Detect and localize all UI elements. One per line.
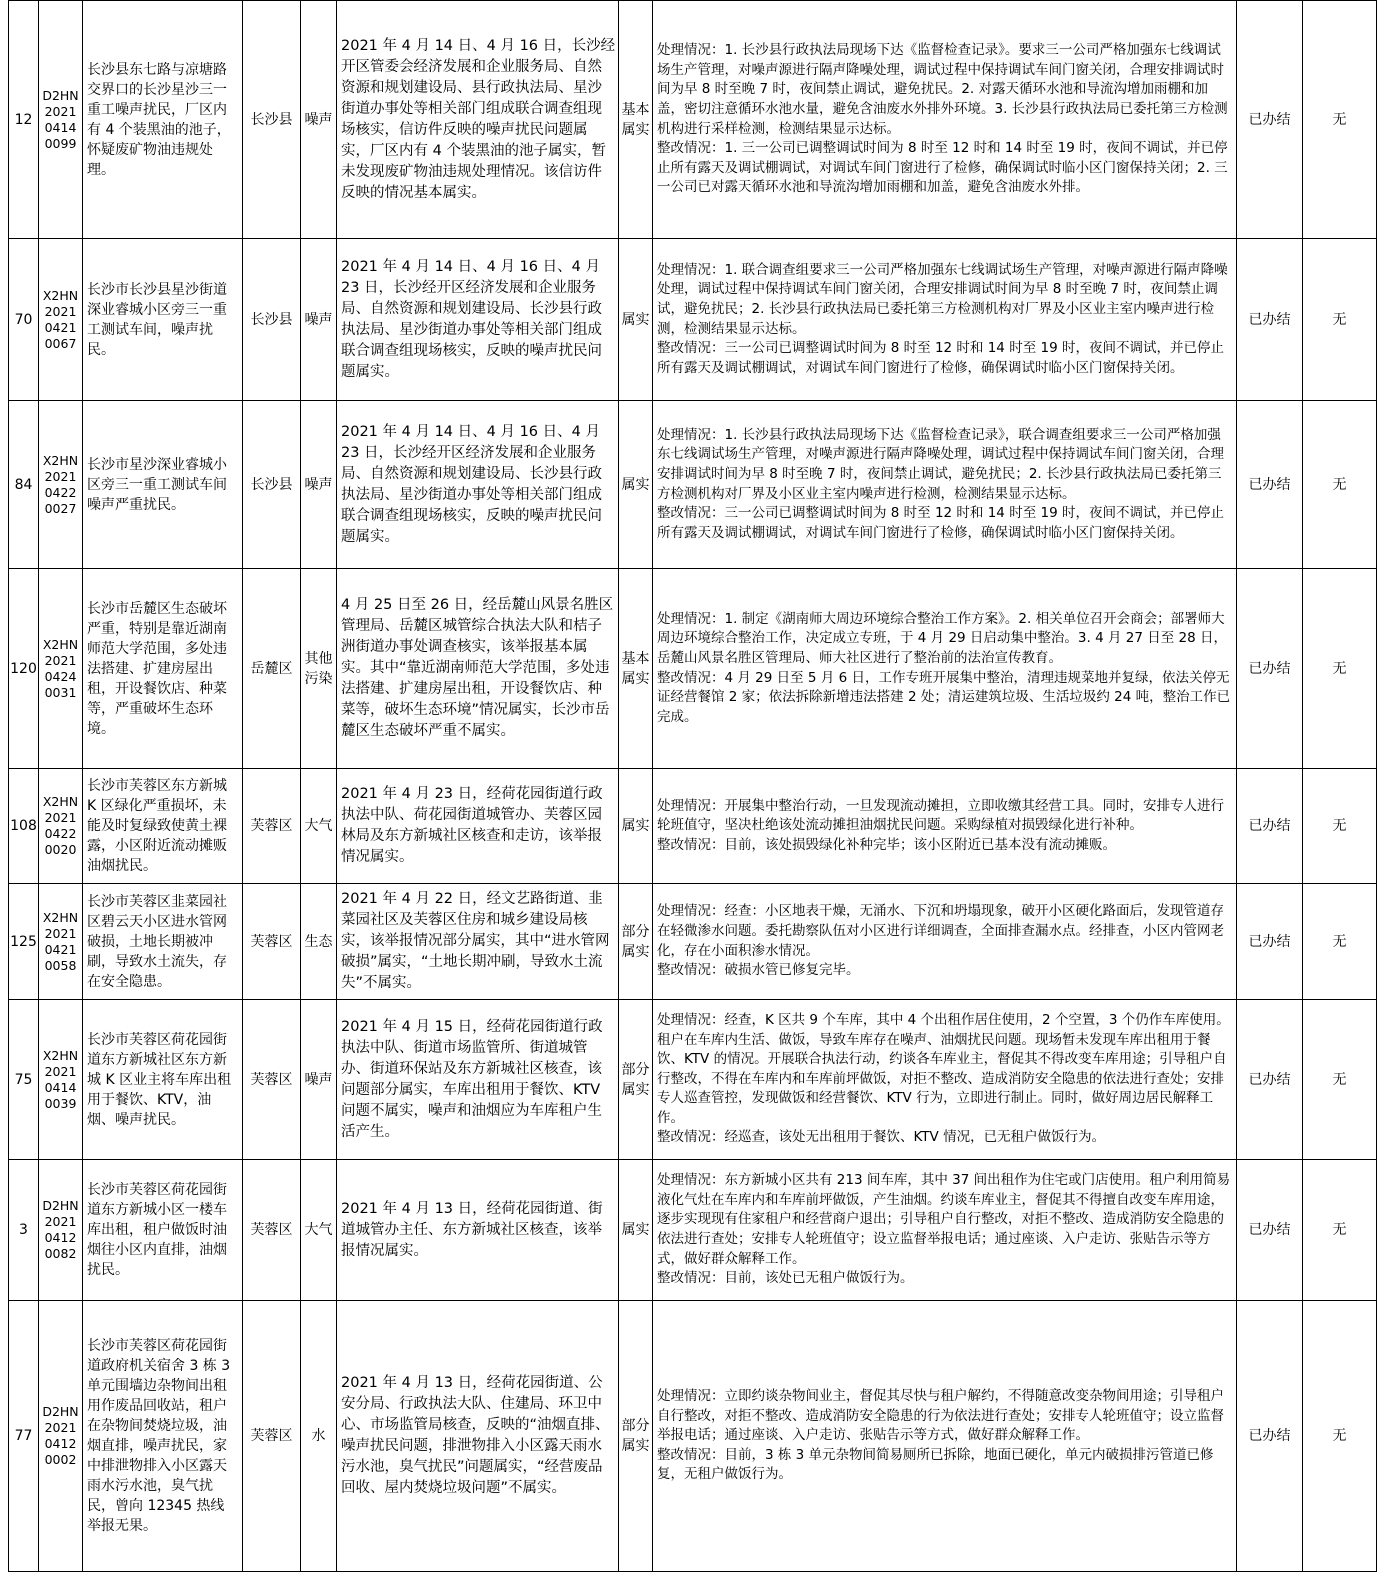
- row-number: 77: [9, 1301, 39, 1572]
- handling-text: 处理情况：经查：小区地表干燥，无涌水、下沉和坍塌现象，破开小区硬化路面后，发现管道存在轻微渗水问题。委托勘察队伍对小区进行详细调查，全面排查漏水点。经排查，小区内管网老化，存在小面积渗水情况。: [657, 903, 1224, 959]
- handling-text: 处理情况：1. 长沙县行政执法局现场下达《监督检查记录》。要求三一公司严格加强东七线调试场生产管理，对噪声源进行隔声降噪处理，调试过程中保持调试车间门窗关闭，合理安排调试时间为早 8 时至晚 7 时，夜间禁止调试，避免扰民。2. 对露天循环水池和导流沟增加雨棚和加盖，密切注意循环水池水量，避免含油废水外排外环境。3. 长沙县行政执法局已委托第三方检测机构进行采样检测，检测结果显示达标。: [657, 42, 1228, 137]
- status-badge: 已办结: [1237, 401, 1303, 569]
- status-badge: 已办结: [1237, 569, 1303, 769]
- status-badge: 已办结: [1237, 769, 1303, 884]
- record-code-part: 0020: [44, 842, 77, 857]
- verdict: 属实: [619, 1160, 653, 1301]
- investigation-result: 2021 年 4 月 23 日，经荷花园街道行政执法中队、荷花园街道城管办、芙蓉区园林局及东方新城社区核查和走访，该举报情况属实。: [337, 769, 619, 884]
- complaint-content: 长沙市长沙县星沙街道深业睿城小区旁三一重工测试车间，噪声扰民。: [83, 239, 243, 401]
- verdict: 属实: [619, 401, 653, 569]
- record-code-part: D2HN: [42, 87, 79, 103]
- record-code-part: X2HN: [42, 452, 79, 468]
- record-code-part: 0414: [44, 119, 77, 135]
- investigation-result: 2021 年 4 月 14 日、4 月 16 日，长沙经开区管委会经济发展和企业服务局、自然资源和规划建设局、县行政执法局、星沙街道办事处等相关部门组成联合调查组现场核实，信访件反映的噪声扰民问题属实，厂区内有 4 个装黑油的池子属实，暂未发现废矿物油违规处理情况。该信访件反映的情况基本属实。: [337, 1, 619, 239]
- accountability: 无: [1303, 1000, 1377, 1160]
- district: 长沙县: [243, 239, 301, 401]
- petition-table: [8, 0, 1377, 1572]
- row-number: 84: [9, 401, 39, 569]
- record-code-part: 0027: [44, 500, 77, 516]
- handling-text: 处理情况：1. 长沙县行政执法局现场下达《监督检查记录》，联合调查组要求三一公司严格加强东七线调试场生产管理，对噪声源进行隔声降噪处理，调试过程中保持调试车间门窗关闭，合理安排调试时间为早 8 时至晚 7 时，夜间禁止调试，避免扰民；2. 长沙县行政执法局已委托第三方检测机构对厂界及小区业主室内噪声进行检测，检测结果显示达标。: [657, 426, 1224, 502]
- handling-text: 处理情况：经查，K 区共 9 个车库，其中 4 个出租作居住使用，2 个空置，3 个仍作车库使用。租户在车库内生活、做饭，导致车库存在噪声、油烟扰民问题。现场暂未发现车库出租用于餐饮、KTV 的情况。开展联合执法行动，约谈各车库业主，督促其不得改变车库用途；引导租户自行整改，不得在车库内和车库前坪做饭，对拒不整改、造成消防安全隐患的依法进行查处；安排专人巡查管控，发现做饭和经营餐饮、KTV 行为，立即进行制止。同时，做好周边居民解释工作。: [657, 1011, 1230, 1126]
- investigation-result: 2021 年 4 月 13 日，经荷花园街道、公安分局、行政执法大队、住建局、环卫中心、市场监管局核查，反映的“油烟直排、噪声扰民问题，排泄物排入小区露天雨水污水池，臭气扰民”问题属实，“经营废品回收、屋内焚烧垃圾问题”不属实。: [337, 1301, 619, 1572]
- complaint-content: 长沙县东七路与凉塘路交界口的长沙星沙三一重工噪声扰民，厂区内有 4 个装黑油的池子，怀疑废矿物油违规处理。: [83, 1, 243, 239]
- record-code-part: 0414: [44, 1079, 77, 1095]
- record-code-part: 0082: [44, 1246, 77, 1261]
- pollution-type: 大气: [301, 769, 337, 884]
- row-number: 120: [9, 569, 39, 769]
- record-code-part: 2021: [44, 103, 77, 119]
- record-code-part: 0422: [44, 484, 77, 500]
- table-row: [9, 1000, 1377, 1160]
- handling-result: [653, 769, 1237, 884]
- status-badge: 已办结: [1237, 239, 1303, 401]
- record-code-part: 0421: [44, 941, 77, 957]
- rectification-text: 整改情况：目前，3 栋 3 单元杂物间简易厕所已拆除，地面已硬化，单元内破损排污管道已修复，无租户做饭行为。: [657, 1446, 1214, 1483]
- accountability: 无: [1303, 1, 1377, 239]
- row-number: 12: [9, 1, 39, 239]
- verdict: 基本属实: [619, 1, 653, 239]
- record-code-part: X2HN: [42, 636, 79, 652]
- district: 芙蓉区: [243, 1160, 301, 1301]
- pollution-type: 噪声: [301, 239, 337, 401]
- table-row: [9, 569, 1377, 769]
- record-code-part: X2HN: [42, 287, 79, 303]
- handling-result: [653, 884, 1237, 1000]
- table-row: [9, 401, 1377, 569]
- record-code-part: 0058: [44, 957, 77, 973]
- record-code-part: 0421: [44, 319, 77, 335]
- row-number: 75: [9, 1000, 39, 1160]
- investigation-result: 4 月 25 日至 26 日，经岳麓山风景名胜区管理局、岳麓区城管综合执法大队和桔子洲街道办事处调查核实，该举报基本属实。其中“靠近湖南师范大学范围，多处违法搭建、扩建房屋出租，开设餐饮店、种菜等，破坏生态环境”情况属实，长沙市岳麓区生态破坏严重不属实。: [337, 569, 619, 769]
- investigation-result: 2021 年 4 月 14 日、4 月 16 日、4 月 23 日，长沙经开区经济发展和企业服务局、自然资源和规划建设局、长沙县行政执法局、星沙街道办事处等相关部门组成联合调查组现场核实，反映的噪声扰民问题属实。: [337, 401, 619, 569]
- record-code-part: 0002: [44, 1452, 77, 1467]
- row-number: 125: [9, 884, 39, 1000]
- status-badge: 已办结: [1237, 1160, 1303, 1301]
- record-code: [39, 884, 83, 1000]
- table-row: [9, 1, 1377, 239]
- complaint-content: 长沙市芙蓉区荷花园街道东方新城社区东方新城 K 区业主将车库出租用于餐饮、KTV，油烟、噪声扰民。: [83, 1000, 243, 1160]
- verdict: 属实: [619, 769, 653, 884]
- accountability: 无: [1303, 1160, 1377, 1301]
- accountability: 无: [1303, 1301, 1377, 1572]
- district: 芙蓉区: [243, 1000, 301, 1160]
- record-code: [39, 239, 83, 401]
- handling-text: 处理情况：立即约谈杂物间业主，督促其尽快与租户解约，不得随意改变杂物间用途；引导租户自行整改，对拒不整改、造成消防安全隐患的行为依法进行查处；安排专人轮班值守；设立监督举报电话；通过座谈、入户走访、张贴告示等方式，做好群众解释工作。: [657, 1388, 1224, 1444]
- verdict: 属实: [619, 239, 653, 401]
- accountability: 无: [1303, 884, 1377, 1000]
- status-badge: 已办结: [1237, 884, 1303, 1000]
- rectification-text: 整改情况：1. 三一公司已调整调试时间为 8 时至 12 时和 14 时至 19 时，夜间不调试，并已停止所有露天及调试棚调试，对调试车间门窗进行了检修，确保调试时临小区门窗保持关闭；2. 三一公司已对露天循环水池和导流沟增加雨棚和加盖，避免含油废水外排。: [657, 140, 1228, 196]
- record-code-part: 0039: [44, 1095, 77, 1111]
- accountability: 无: [1303, 239, 1377, 401]
- record-code-part: 0067: [44, 335, 77, 351]
- pollution-type: 噪声: [301, 401, 337, 569]
- accountability: 无: [1303, 569, 1377, 769]
- district: 岳麓区: [243, 569, 301, 769]
- handling-text: 处理情况：1. 联合调查组要求三一公司严格加强东七线调试场生产管理，对噪声源进行隔声降噪处理，调试过程中保持调试车间门窗关闭，合理安排调试时间为早 8 时至晚 7 时，夜间禁止调试，避免扰民；2. 长沙县行政执法局已委托第三方检测机构对厂界及小区业主室内噪声进行检测，检测结果显示达标。: [657, 261, 1228, 337]
- complaint-content: 长沙市芙蓉区韭菜园社区碧云天小区进水管网破损，土地长期被冲刷，导致水土流失，存在安全隐患。: [83, 884, 243, 1000]
- record-code-part: 2021: [44, 1214, 77, 1229]
- investigation-result: 2021 年 4 月 13 日，经荷花园街道、街道城管办主任、东方新城社区核查，该举报情况属实。: [337, 1160, 619, 1301]
- investigation-result: 2021 年 4 月 14 日、4 月 16 日、4 月 23 日，长沙经开区经济发展和企业服务局、自然资源和规划建设局、长沙县行政执法局、星沙街道办事处等相关部门组成联合调查组现场核实，反映的噪声扰民问题属实。: [337, 239, 619, 401]
- table-row: [9, 884, 1377, 1000]
- record-code: [39, 1160, 83, 1301]
- record-code: [39, 769, 83, 884]
- district: 芙蓉区: [243, 769, 301, 884]
- record-code-part: D2HN: [42, 1198, 79, 1213]
- record-code-part: 2021: [44, 1063, 77, 1079]
- handling-text: 处理情况：东方新城小区共有 213 间车库，其中 37 间出租作为住宅或门店使用。租户利用简易液化气灶在车库内和车库前坪做饭，产生油烟。约谈车库业主，督促其不得擅自改变车库用途，逐步实现现有住家租户和经营商户退出；引导租户自行整改，对拒不整改、造成消防安全隐患的依法进行查处；安排专人轮班值守；设立监督举报电话；通过座谈、入户走访、张贴告示等方式，做好群众解释工作。: [657, 1172, 1231, 1267]
- verdict: 基本属实: [619, 569, 653, 769]
- rectification-text: 整改情况：目前，该处损毁绿化补种完毕；该小区附近已基本没有流动摊贩。: [657, 836, 1116, 853]
- district: 长沙县: [243, 401, 301, 569]
- table-row: [9, 239, 1377, 401]
- complaint-content: 长沙市芙蓉区荷花园街道政府机关宿舍 3 栋 3 单元围墙边杂物间出租用作废品回收站，租户在杂物间焚烧垃圾，油烟直排，噪声扰民，家中排泄物排入小区露天雨水污水池，臭气扰民，曾向 12345 热线举报无果。: [83, 1301, 243, 1572]
- pollution-type: 其他污染: [301, 569, 337, 769]
- record-code-part: 0099: [44, 135, 77, 151]
- pollution-type: 大气: [301, 1160, 337, 1301]
- rectification-text: 整改情况：破损水管已修复完毕。: [657, 962, 860, 979]
- complaint-content: 长沙市芙蓉区荷花园街道东方新城小区一楼车库出租，租户做饭时油烟往小区内直排，油烟扰民。: [83, 1160, 243, 1301]
- record-code: [39, 569, 83, 769]
- record-code: [39, 401, 83, 569]
- record-code-part: 0412: [44, 1230, 77, 1245]
- record-code-part: 2021: [44, 925, 77, 941]
- verdict: 部分属实: [619, 1301, 653, 1572]
- record-code-part: 2021: [44, 810, 77, 825]
- table-row: [9, 769, 1377, 884]
- handling-result: [653, 1000, 1237, 1160]
- accountability: 无: [1303, 769, 1377, 884]
- rectification-text: 整改情况：三一公司已调整调试时间为 8 时至 12 时和 14 时至 19 时，夜间不调试，并已停止所有露天及调试棚调试，对调试车间门窗进行了检修，确保调试时临小区门窗保持关闭。: [657, 340, 1224, 376]
- handling-text: 处理情况：1. 制定《湖南师大周边环境综合整治工作方案》。2. 相关单位召开会商会；部署师大周边环境综合整治工作，决定成立专班，于 4 月 29 日启动集中整治。3. 4 月 27 日至 28 日，岳麓山风景名胜区管理局、师大社区进行了整治前的法治宣传教育。: [657, 610, 1228, 666]
- accountability: 无: [1303, 401, 1377, 569]
- complaint-content: 长沙市岳麓区生态破坏严重，特别是靠近湖南师范大学范围，多处违法搭建、扩建房屋出租，开设餐饮店、种菜等，严重破坏生态环境。: [83, 569, 243, 769]
- investigation-result: 2021 年 4 月 22 日，经文艺路街道、韭菜园社区及芙蓉区住房和城乡建设局核实，该举报情况部分属实，其中“进水管网破损”属实，“土地长期冲刷，导致水土流失”不属实。: [337, 884, 619, 1000]
- record-code-part: 0422: [44, 826, 77, 841]
- rectification-text: 整改情况：三一公司已调整调试时间为 8 时至 12 时和 14 时至 19 时，夜间不调试，并已停止所有露天及调试棚调试，对调试车间门窗进行了检修，确保调试时临小区门窗保持关闭。: [657, 505, 1224, 541]
- record-code-part: 2021: [44, 468, 77, 484]
- record-code-part: D2HN: [42, 1404, 79, 1419]
- record-code-part: X2HN: [42, 1047, 79, 1063]
- complaint-content: 长沙市星沙深业睿城小区旁三一重工测试车间噪声严重扰民。: [83, 401, 243, 569]
- table-row: [9, 1160, 1377, 1301]
- handling-result: [653, 239, 1237, 401]
- status-badge: 已办结: [1237, 1, 1303, 239]
- pollution-type: 生态: [301, 884, 337, 1000]
- record-code-part: 2021: [44, 652, 77, 668]
- handling-result: [653, 1160, 1237, 1301]
- pollution-type: 噪声: [301, 1000, 337, 1160]
- record-code-part: 0031: [44, 684, 77, 700]
- status-badge: 已办结: [1237, 1301, 1303, 1572]
- record-code-part: 0424: [44, 668, 77, 684]
- verdict: 部分属实: [619, 1000, 653, 1160]
- pollution-type: 噪声: [301, 1, 337, 239]
- row-number: 108: [9, 769, 39, 884]
- rectification-text: 整改情况：4 月 29 日至 5 月 6 日，工作专班开展集中整治，清理违规菜地并复绿，依法关停无证经营餐馆 2 家；依法拆除新增违法搭建 2 处；清运建筑垃圾、生活垃圾约 24 吨，整治工作已完成。: [657, 669, 1231, 725]
- district: 芙蓉区: [243, 884, 301, 1000]
- verdict: 部分属实: [619, 884, 653, 1000]
- handling-text: 处理情况：开展集中整治行动，一旦发现流动摊担，立即收缴其经营工具。同时，安排专人进行轮班值守，坚决杜绝该处流动摊担油烟扰民问题。采购绿植对损毁绿化进行补种。: [657, 797, 1224, 834]
- complaint-content: 长沙市芙蓉区东方新城 K 区绿化严重损坏，未能及时复绿致使黄土裸露，小区附近流动摊贩油烟扰民。: [83, 769, 243, 884]
- rectification-text: 整改情况：经巡查，该处无出租用于餐饮、KTV 情况，已无租户做饭行为。: [657, 1129, 1106, 1146]
- record-code: [39, 1000, 83, 1160]
- handling-result: [653, 1301, 1237, 1572]
- investigation-result: 2021 年 4 月 15 日，经荷花园街道行政执法中队、街道市场监管所、街道城管办、街道环保站及东方新城社区核查，该问题部分属实，车库出租用于餐饮、KTV 问题不属实，噪声和油烟应为车库租户生活产生。: [337, 1000, 619, 1160]
- table-row: [9, 1301, 1377, 1572]
- record-code-part: X2HN: [42, 794, 79, 809]
- handling-result: [653, 569, 1237, 769]
- record-code-part: 2021: [44, 303, 77, 319]
- record-code: [39, 1, 83, 239]
- district: 芙蓉区: [243, 1301, 301, 1572]
- record-code-part: 0412: [44, 1436, 77, 1451]
- row-number: 3: [9, 1160, 39, 1301]
- rectification-text: 整改情况：目前，该处已无租户做饭行为。: [657, 1270, 914, 1287]
- status-badge: 已办结: [1237, 1000, 1303, 1160]
- record-code-part: X2HN: [42, 909, 79, 925]
- row-number: 70: [9, 239, 39, 401]
- pollution-type: 水: [301, 1301, 337, 1572]
- record-code-part: 2021: [44, 1420, 77, 1435]
- district: 长沙县: [243, 1, 301, 239]
- handling-result: [653, 1, 1237, 239]
- record-code: [39, 1301, 83, 1572]
- handling-result: [653, 401, 1237, 569]
